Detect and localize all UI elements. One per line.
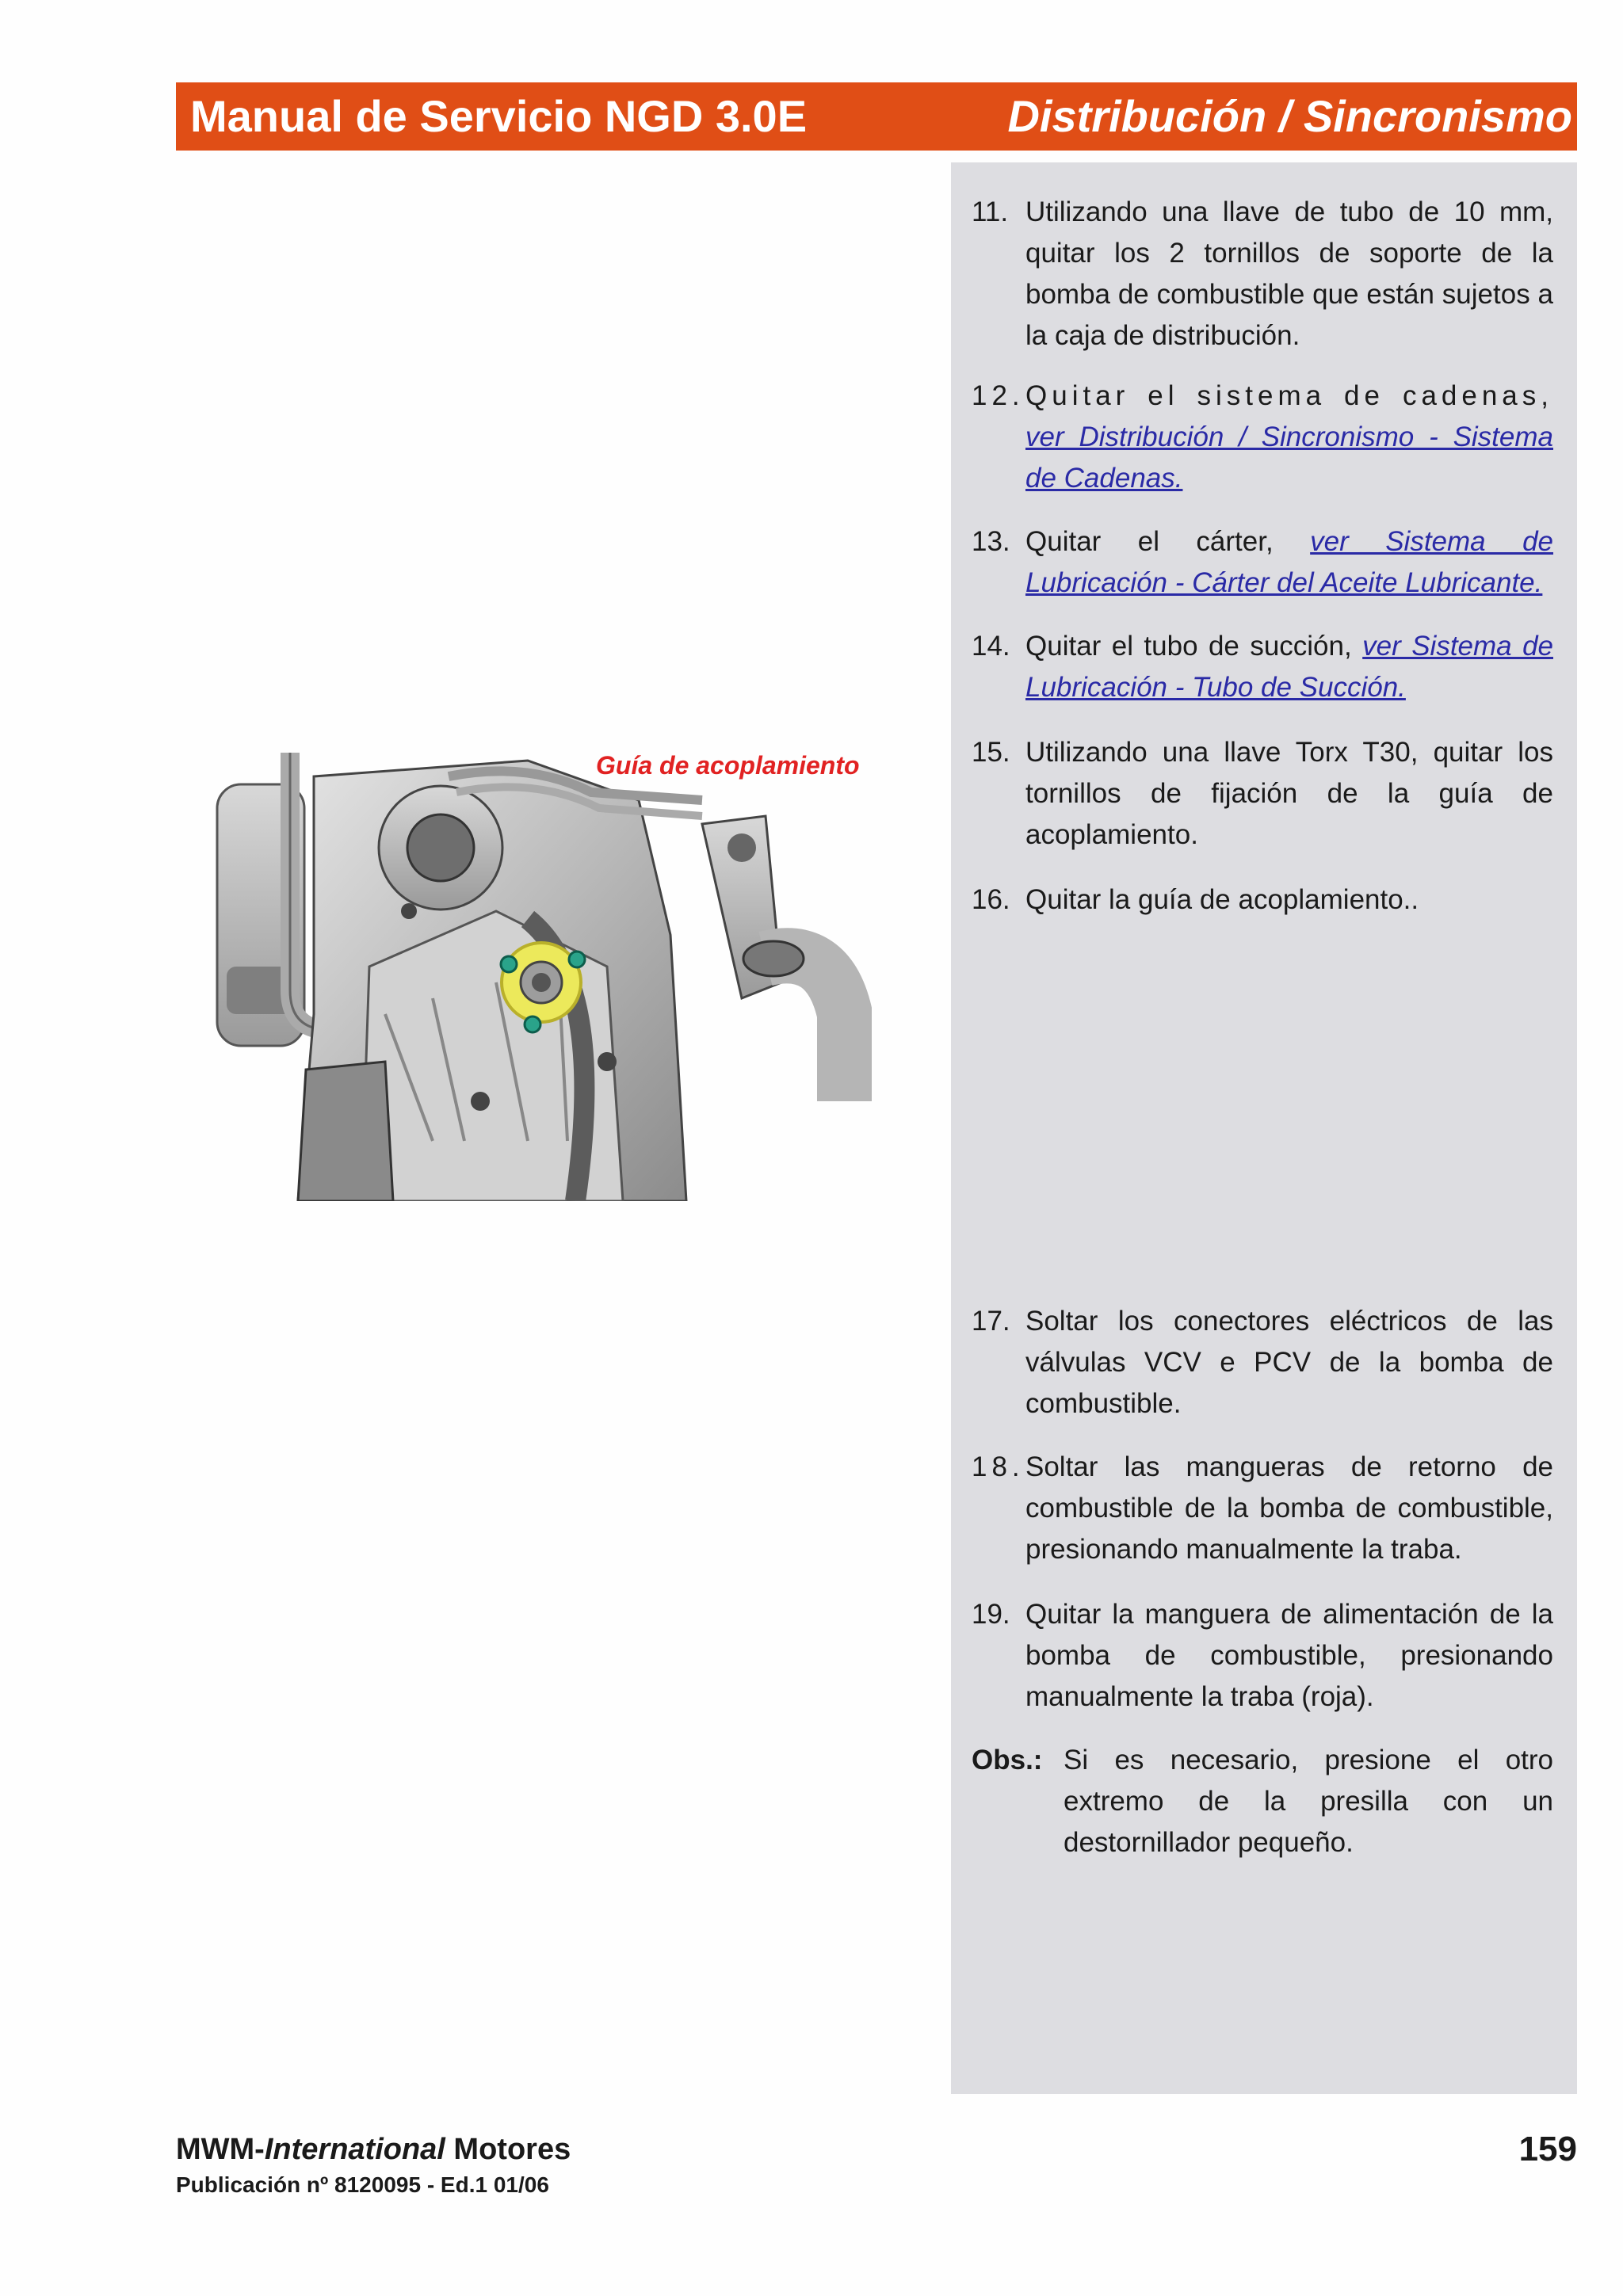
step-11: [972, 192, 1553, 357]
engine-illustration: [195, 729, 872, 1201]
obs-text: Si es necesario, presione el otro extremo de la presilla con un destornillador pequeño.: [1064, 1745, 1553, 1858]
step-number: 14.: [972, 631, 1010, 662]
step-number: 18.: [972, 1451, 1025, 1482]
step-15: [972, 732, 1553, 856]
step-16: [972, 879, 1553, 921]
observation-note: [972, 1740, 1553, 1863]
step-number: 17.: [972, 1306, 1010, 1337]
step-17: [972, 1301, 1553, 1425]
section-title: Distribución / Sincronismo: [1007, 91, 1572, 141]
engine-drawing: [195, 729, 872, 1201]
cross-reference-link[interactable]: ver Distribución / Sincronismo - Sistema de Cadenas.: [1025, 421, 1553, 494]
brand-prefix: MWM-: [176, 2133, 265, 2166]
step-number: 13.: [972, 526, 1010, 557]
cross-reference-link[interactable]: ver Sistema de Lubricación - Tubo de Succión.: [1025, 631, 1553, 703]
footer-brand: [176, 2133, 571, 2167]
step-text: Quitar la guía de acoplamiento..: [1025, 884, 1419, 915]
brand-italic: International: [264, 2133, 445, 2166]
page-number: 159: [1518, 2130, 1577, 2168]
step-number: 15.: [972, 737, 1010, 768]
step-number: 11.: [972, 196, 1009, 227]
step-text: Utilizando una llave Torx T30, quitar los tornillos de fijación de la guía de acoplamiento.: [1025, 737, 1553, 850]
step-13: [972, 521, 1553, 604]
publication-info: Publicación nº 8120095 - Ed.1 01/06: [176, 2172, 549, 2197]
step-18: [972, 1447, 1553, 1570]
page-header: [176, 82, 1577, 151]
manual-title: Manual de Servicio NGD 3.0E: [190, 91, 808, 141]
step-12: [972, 376, 1553, 499]
step-text: Utilizando una llave de tubo de 10 mm, quitar los 2 tornillos de soporte de la bomba de combustible que están sujetos a la caja de distribución.: [1025, 196, 1553, 351]
step-text: Quitar el sistema de cadenas,: [1025, 380, 1553, 411]
obs-label: Obs.:: [972, 1745, 1043, 1775]
figure-label: Guía de acoplamiento: [596, 751, 860, 780]
step-text: Soltar las mangueras de retorno de combustible de la bomba de combustible, presionando manualmente la traba.: [1025, 1451, 1553, 1565]
step-text: Quitar el cárter,: [1025, 526, 1311, 557]
step-text: Quitar la manguera de alimentación de la bomba de combustible, presionando manualmente la traba (roja).: [1025, 1599, 1553, 1712]
step-14: [972, 626, 1553, 708]
cross-reference-link[interactable]: ver Sistema de Lubricación - Cárter del Aceite Lubricante.: [1025, 526, 1554, 598]
brand-suffix: Motores: [445, 2133, 571, 2166]
step-text: Soltar los conectores eléctricos de las válvulas VCV e PCV de la bomba de combustible.: [1025, 1306, 1553, 1419]
step-number: 12.: [972, 380, 1025, 411]
step-number: 16.: [972, 884, 1010, 915]
step-text: Quitar el tubo de succión,: [1025, 631, 1363, 662]
step-number: 19.: [972, 1599, 1010, 1630]
step-19: [972, 1594, 1553, 1718]
